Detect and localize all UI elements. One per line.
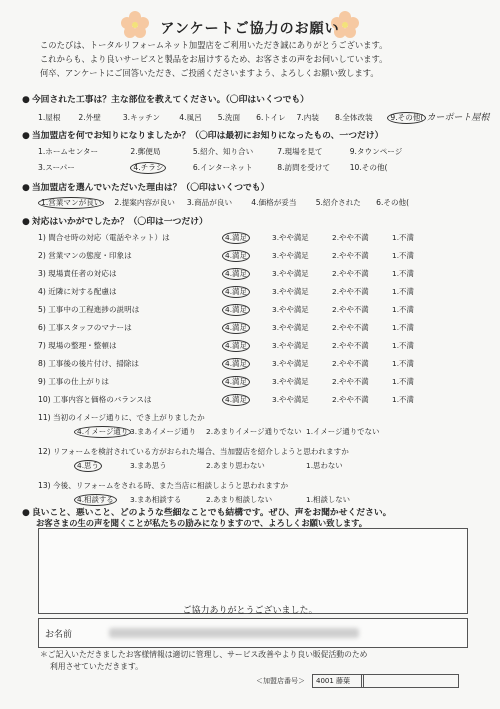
scale-option[interactable]: 3.やや満足 — [272, 323, 309, 332]
scale-option[interactable]: 3.やや満足 — [272, 395, 309, 404]
satisfaction-row — [0, 304, 500, 318]
selected-option[interactable]: 4.満足 — [222, 358, 250, 370]
satisfaction-item-label: 2) 営業マンの態度・印象は — [38, 251, 132, 260]
code-extra-box — [361, 674, 459, 688]
satisfaction-item-label: 8) 工事後の後片付け、掃除は — [38, 359, 140, 368]
name-field[interactable] — [38, 618, 468, 648]
scale-option[interactable]: 2.やや不満 — [332, 395, 369, 404]
scale-option[interactable]: 2.やや不満 — [332, 359, 369, 368]
thanks-text: ご協力ありがとうございました。 — [182, 606, 318, 616]
selected-option[interactable]: 4.満足 — [222, 286, 250, 298]
comment-textarea[interactable] — [38, 528, 468, 614]
scale-option[interactable]: 1.不満 — [392, 251, 414, 260]
selected-option[interactable]: 4.チラシ — [130, 162, 166, 174]
selected-option[interactable]: 4.相談する — [74, 494, 117, 506]
page-title: アンケートご協力のお願い — [160, 21, 340, 37]
scale-option[interactable]: 2.あまり相談しない — [206, 495, 273, 504]
satisfaction-row — [0, 250, 500, 264]
selected-option[interactable]: 4.満足 — [222, 250, 250, 262]
satisfaction-item-label: 3) 現場責任者の対応は — [38, 269, 117, 278]
handwritten-answer: カーポート屋根 — [426, 113, 490, 123]
scale-option[interactable]: 1.思わない — [306, 461, 343, 470]
selected-option[interactable]: 4.満足 — [222, 268, 250, 280]
satisfaction-item-label: 9) 工事の仕上がりは — [38, 377, 109, 386]
scale-option[interactable]: 3.まあ思う — [130, 461, 167, 470]
satisfaction-row — [0, 286, 500, 300]
selected-option[interactable]: 4.イメージ通り — [74, 426, 131, 438]
satisfaction-row — [0, 358, 500, 372]
scale-option[interactable]: 2.やや不満 — [332, 269, 369, 278]
satisfaction-item-label: 4) 近隣に対する配慮は — [38, 287, 117, 296]
scale-option[interactable]: 3.やや満足 — [272, 251, 309, 260]
satisfaction-row — [0, 394, 500, 408]
q12-label: 12) リフォームを検討されている方がおられた場合、当加盟店を紹介しようと思われますか — [38, 447, 349, 456]
satisfaction-row — [0, 232, 500, 246]
scale-option[interactable]: 2.あまりイメージ通りでない — [206, 427, 302, 436]
q1-options: 1.屋根 2.外壁 3.キッチン 4.風呂 5.洗面 6.トイレ 7.内装 8.全体改装 9.その他( カーポート屋根 — [38, 110, 489, 124]
name-label: お名前 — [45, 630, 73, 640]
scale-option[interactable]: 3.やや満足 — [272, 305, 309, 314]
satisfaction-row — [0, 322, 500, 336]
selected-option[interactable]: 4.満足 — [222, 304, 250, 316]
selected-option[interactable]: 4.満足 — [222, 322, 250, 334]
scale-option[interactable]: 2.やや不満 — [332, 323, 369, 332]
q2-options-row2: 3.スーパー 4.チラシ 6.インターネット 8.訪問を受けて 10.その他( — [38, 163, 388, 172]
satisfaction-row — [0, 268, 500, 282]
scale-option[interactable]: 1.不満 — [392, 359, 414, 368]
scale-option[interactable]: 1.不満 — [392, 305, 414, 314]
selected-option[interactable]: 4.満足 — [222, 340, 250, 352]
scale-option[interactable]: 2.やや不満 — [332, 341, 369, 350]
scale-option[interactable]: 3.まあ相談する — [130, 495, 182, 504]
q5-heading: ● 良いこと、悪いこと、どのような些細なことでも結構です。ぜひ、声をお聞かせください。 — [22, 508, 392, 518]
q3-options: 1.営業マンが良い 2.提案内容が良い 3.商品が良い 4.価格が妥当 5.紹介された 6.その他( — [38, 197, 409, 209]
scale-option[interactable]: 1.イメージ通りでない — [306, 427, 380, 436]
scale-option[interactable]: 2.あまり思わない — [206, 461, 265, 470]
satisfaction-item-label: 6) 工事スタッフのマナーは — [38, 323, 132, 332]
scale-option[interactable]: 2.やや不満 — [332, 287, 369, 296]
scale-option[interactable]: 3.まあイメージ通り — [130, 427, 196, 436]
scale-option[interactable]: 2.やや不満 — [332, 377, 369, 386]
scale-option[interactable]: 1.不満 — [392, 269, 414, 278]
scale-option[interactable]: 2.やや不満 — [332, 233, 369, 242]
scale-option[interactable]: 1.不満 — [392, 395, 414, 404]
satisfaction-row — [0, 376, 500, 390]
satisfaction-row — [0, 340, 500, 354]
scale-option[interactable]: 1.不満 — [392, 287, 414, 296]
satisfaction-item-label: 1) 間合せ時の対応（電話やネット）は — [38, 233, 170, 242]
privacy-note: ＊ご記入いただきましたお客様情報は適切に管理し、サービス改善やより良い販促活動のため 利用させていただきます。 — [40, 650, 368, 671]
q5-subheading: お客さまの生の声を聞くことが私たちの励みになりますので、よろしくお願い致します。 — [36, 518, 368, 528]
selected-option[interactable]: 4.満足 — [222, 232, 250, 244]
satisfaction-item-label: 7) 現場の整理・整頓は — [38, 341, 117, 350]
scale-option[interactable]: 1.不満 — [392, 341, 414, 350]
scale-option[interactable]: 3.やや満足 — [272, 341, 309, 350]
selected-option[interactable]: 4.思う — [74, 460, 102, 472]
q1-heading: ● 今回された工事は？主な部位を教えてください。（〇印はいくつでも） — [22, 95, 309, 105]
selected-option[interactable]: 4.満足 — [222, 394, 250, 406]
selected-option[interactable]: 1.営業マンが良い — [38, 197, 104, 209]
q11-label: 11) 当初のイメージ通りに、でき上がりましたか — [38, 413, 205, 422]
selected-option[interactable]: 4.満足 — [222, 376, 250, 388]
code-label: ＜加盟店番号＞ — [256, 677, 305, 685]
q2-heading: ● 当加盟店を何でお知りになりましたか？（〇印は最初にお知りになったもの、一つだけ） — [22, 131, 384, 141]
intro-text: このたびは、トータルリフォームネット加盟店をご利用いただき誠にありがとうございます。 これからも、より良いサービスと製品をお届けするため、お客さまの声をお伺いしています。 何卒、アンケートにご回答いただき、ご投函くださいますよう、よろしくお願い致します。 — [40, 40, 388, 78]
scale-option[interactable]: 3.やや満足 — [272, 269, 309, 278]
scale-option[interactable]: 1.不満 — [392, 377, 414, 386]
scale-option[interactable]: 1.不満 — [392, 323, 414, 332]
scale-option[interactable]: 3.やや満足 — [272, 287, 309, 296]
scale-option[interactable]: 3.やや満足 — [272, 359, 309, 368]
redacted-name — [109, 628, 359, 638]
scale-option[interactable]: 3.やや満足 — [272, 233, 309, 242]
scale-option[interactable]: 2.やや不満 — [332, 251, 369, 260]
scale-option[interactable]: 2.やや不満 — [332, 305, 369, 314]
q4-heading: ● 対応はいかがでしたか？（〇印は一つだけ） — [22, 217, 208, 227]
code-value: 4001 藤葉 — [312, 674, 364, 688]
selected-option[interactable]: 9.その他( — [387, 112, 426, 124]
satisfaction-item-label: 10) 工事内容と価格のバランスは — [38, 395, 152, 404]
q3-heading: ● 当加盟店を選んでいただいた理由は？（〇印はいくつでも） — [22, 183, 270, 193]
satisfaction-item-label: 5) 工事中の工程進捗の説明は — [38, 305, 140, 314]
scale-option[interactable]: 1.不満 — [392, 233, 414, 242]
q2-options-row1: 1.ホームセンター 2.郵便局 5.紹介、知り合い 7.現場を見て 9.タウンページ — [38, 147, 403, 156]
q13-label: 13) 今後、リフォームをされる時、また当店に相談しようと思われますか — [38, 481, 289, 490]
scale-option[interactable]: 1.相談しない — [306, 495, 351, 504]
scale-option[interactable]: 3.やや満足 — [272, 377, 309, 386]
